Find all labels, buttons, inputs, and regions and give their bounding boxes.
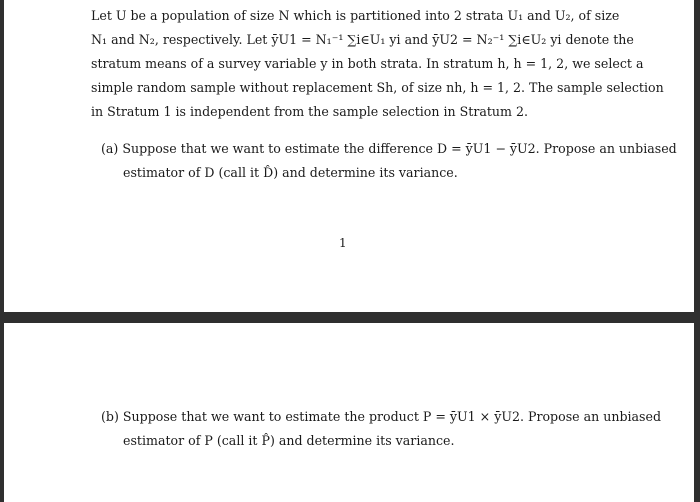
page-2 [4,323,694,502]
part-b-line-1: (b) Suppose that we want to estimate the product P = ȳU1 × ȳU2. Propose an unbiased [101,409,662,424]
part-b-line-2: estimator of P (call it P̂) and determine its variance. [123,433,455,448]
intro-line-3: stratum means of a survey variable y in both strata. In stratum h, h = 1, 2, we select a [91,56,644,71]
part-a-line-2: estimator of D (call it D̂) and determine its variance. [123,165,458,180]
intro-line-1: Let U be a population of size N which is partitioned into 2 strata U₁ and U₂, of size [91,8,620,23]
intro-line-4: simple random sample without replacement Sh, of size nh, h = 1, 2. The sample selection [91,80,664,95]
intro-line-5: in Stratum 1 is independent from the sample selection in Stratum 2. [91,104,528,119]
page-number: 1 [339,236,347,250]
part-a-line-1: (a) Suppose that we want to estimate the difference D = ȳU1 − ȳU2. Propose an unbiased [101,141,677,156]
page-1 [4,0,694,312]
intro-line-2: N₁ and N₂, respectively. Let ȳU1 = N₁⁻¹ ∑i∈U₁ yi and ȳU2 = N₂⁻¹ ∑i∈U₂ yi denote the [91,32,634,47]
